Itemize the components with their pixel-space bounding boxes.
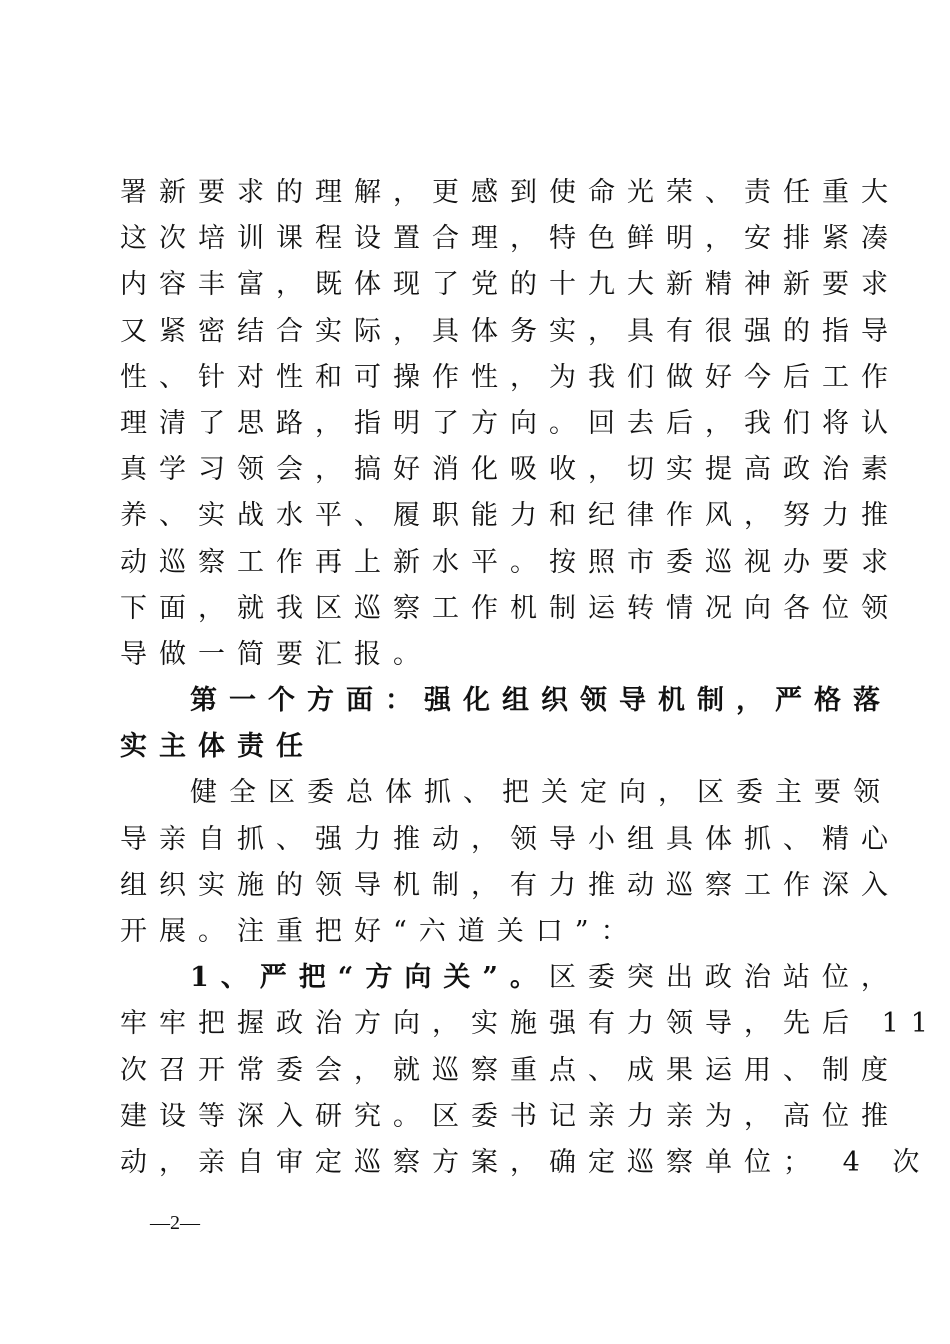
body-text xyxy=(120,170,940,1186)
item-line-first xyxy=(120,955,900,1001)
text-line-4: 又紧密结合实际，具体务实，具有很强的指导 xyxy=(120,315,900,347)
item-first-text: 区委突出政治站位， xyxy=(548,962,900,994)
text-line-7: 真学习领会，搞好消化吸收，切实提高政治素 xyxy=(120,454,900,486)
item-line-3: 次召开常委会，就巡察重点、成果运用、制度 xyxy=(120,1054,900,1086)
paragraph-line-2: 导亲自抓、强力推动，领导小组具体抓、精心 xyxy=(120,823,900,855)
item-label: 1、严把“方向关”。 xyxy=(190,962,549,994)
text-line-5: 性、针对性和可操作性，为我们做好今后工作 xyxy=(120,361,900,393)
text-line-3: 内容丰富，既体现了党的十九大新精神新要求 xyxy=(120,269,900,301)
paragraph-line-1: 健全区委总体抓、把关定向，区委主要领 xyxy=(190,777,892,809)
section-heading-line-1: 第一个方面：强化组织领导机制，严格落 xyxy=(190,685,892,717)
item-line-2: 牢牢把握政治方向，实施强有力领导，先后 11 xyxy=(120,1008,940,1040)
text-line-10: 下面，就我区巡察工作机制运转情况向各位领 xyxy=(120,592,900,624)
item-line-4: 建设等深入研究。区委书记亲力亲为，高位推 xyxy=(120,1100,900,1132)
paragraph-line-3: 组织实施的领导机制，有力推动巡察工作深入 xyxy=(120,869,900,901)
item-line-5: 动，亲自审定巡察方案，确定巡察单位； 4 次 xyxy=(120,1146,932,1178)
text-line-6: 理清了思路，指明了方向。回去后，我们将认 xyxy=(120,407,900,439)
section-heading-line-2: 实主体责任 xyxy=(120,731,315,763)
text-line-9: 动巡察工作再上新水平。按照市委巡视办要求 xyxy=(120,546,900,578)
page-number: —2— xyxy=(150,1212,200,1234)
text-line-1: 署新要求的理解，更感到使命光荣、责任重大 xyxy=(120,177,900,208)
paragraph-line-4: 开展。注重把好“六道关口”： xyxy=(120,916,640,947)
text-line-11: 导做一简要汇报。 xyxy=(120,638,432,670)
text-line-2: 这次培训课程设置合理，特色鲜明，安排紧凑 xyxy=(120,223,900,255)
text-line-8: 养、实战水平、履职能力和纪律作风，努力推 xyxy=(120,500,900,532)
